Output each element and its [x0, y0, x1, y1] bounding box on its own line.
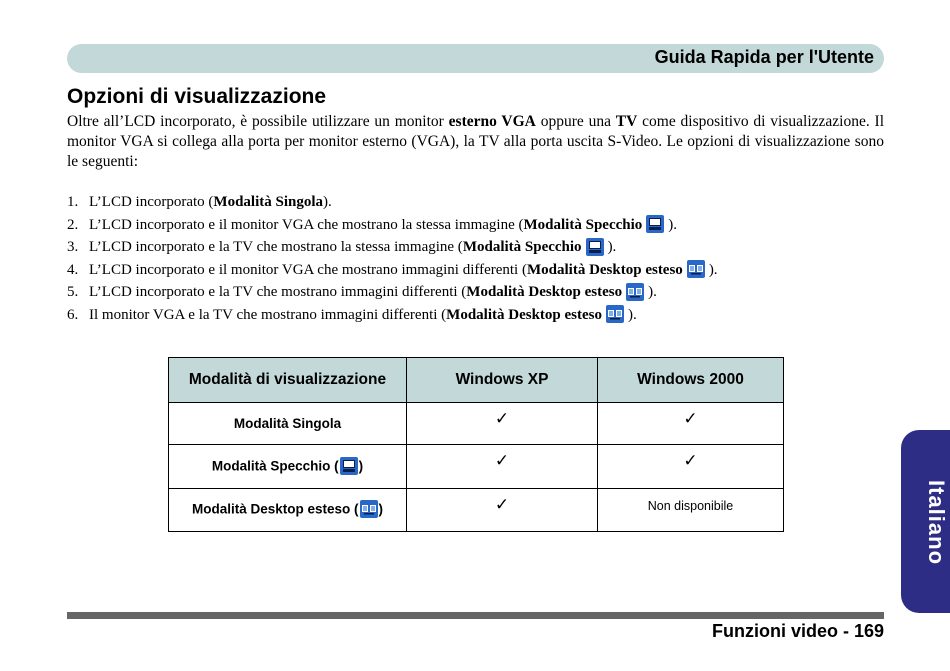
- column-header-w2000: Windows 2000: [598, 358, 784, 403]
- table-header-row: [169, 358, 784, 403]
- w2000-cell: ✓: [598, 445, 784, 489]
- intro-text-1: Oltre all’LCD incorporato, è possibile utilizzare un monitor: [67, 113, 449, 130]
- column-header-mode: Modalità di visualizzazione: [169, 358, 407, 403]
- mode-cell: Modalità Specchio ( ): [169, 445, 407, 489]
- mirror-mode-icon: [586, 238, 604, 256]
- option-item: 5. L’LCD incorporato e la TV che mostrano immagini differenti (Modalità Desktop esteso ).: [67, 284, 657, 300]
- mode-cell: Modalità Desktop esteso ( ): [169, 489, 407, 532]
- section-title: Opzioni di visualizzazione: [67, 85, 327, 108]
- display-modes-table: [168, 357, 784, 532]
- footer-page-label: Funzioni video - 169: [711, 621, 884, 641]
- option-item: 1. L’LCD incorporato (Modalità Singola).: [67, 194, 332, 210]
- w2000-cell: ✓: [598, 403, 784, 445]
- extended-desktop-icon: [626, 283, 644, 301]
- mirror-mode-icon: [340, 457, 358, 475]
- table-row: [169, 403, 784, 445]
- intro-bold-tv: TV: [615, 113, 638, 130]
- table-row: [169, 489, 784, 532]
- table-row: [169, 445, 784, 489]
- mode-cell: Modalità Singola: [169, 403, 407, 445]
- intro-text-2: oppure una: [535, 113, 616, 130]
- display-options-list: [67, 191, 884, 326]
- column-header-xp: Windows XP: [407, 358, 598, 403]
- intro-paragraph: [67, 112, 884, 172]
- header-title: Guida Rapida per l'Utente: [654, 47, 874, 67]
- side-tab-label: Italiano: [924, 480, 949, 566]
- option-item: 6. Il monitor VGA e la TV che mostrano immagini differenti (Modalità Desktop esteso ).: [67, 306, 637, 323]
- extended-desktop-icon: [606, 305, 624, 323]
- intro-text-3: come dispositivo di visualizzazione. Il monitor VGA si collega alla porta per monitor esterno (VGA), la TV alla porta uscita S-Video. Le opzioni di visualizzazione sono le seguenti:: [67, 113, 884, 170]
- mirror-mode-icon: [646, 215, 664, 233]
- option-item: 4. L’LCD incorporato e il monitor VGA che mostrano immagini differenti (Modalità Desktop esteso ).: [67, 261, 718, 278]
- intro-bold-vga: esterno VGA: [448, 113, 536, 130]
- header-bar: [67, 44, 884, 73]
- xp-cell: ✓: [407, 489, 598, 532]
- xp-cell: ✓: [407, 403, 598, 445]
- footer-rule: [67, 612, 884, 619]
- w2000-cell: Non disponibile: [598, 489, 784, 532]
- option-item: 2. L’LCD incorporato e il monitor VGA che mostrano la stessa immagine (Modalità Specchio ).: [67, 216, 678, 233]
- language-side-tab: [901, 430, 950, 613]
- option-item: 3. L’LCD incorporato e la TV che mostrano la stessa immagine (Modalità Specchio ).: [67, 239, 617, 255]
- extended-desktop-icon: [687, 260, 705, 278]
- xp-cell: ✓: [407, 445, 598, 489]
- extended-desktop-icon: [360, 500, 378, 518]
